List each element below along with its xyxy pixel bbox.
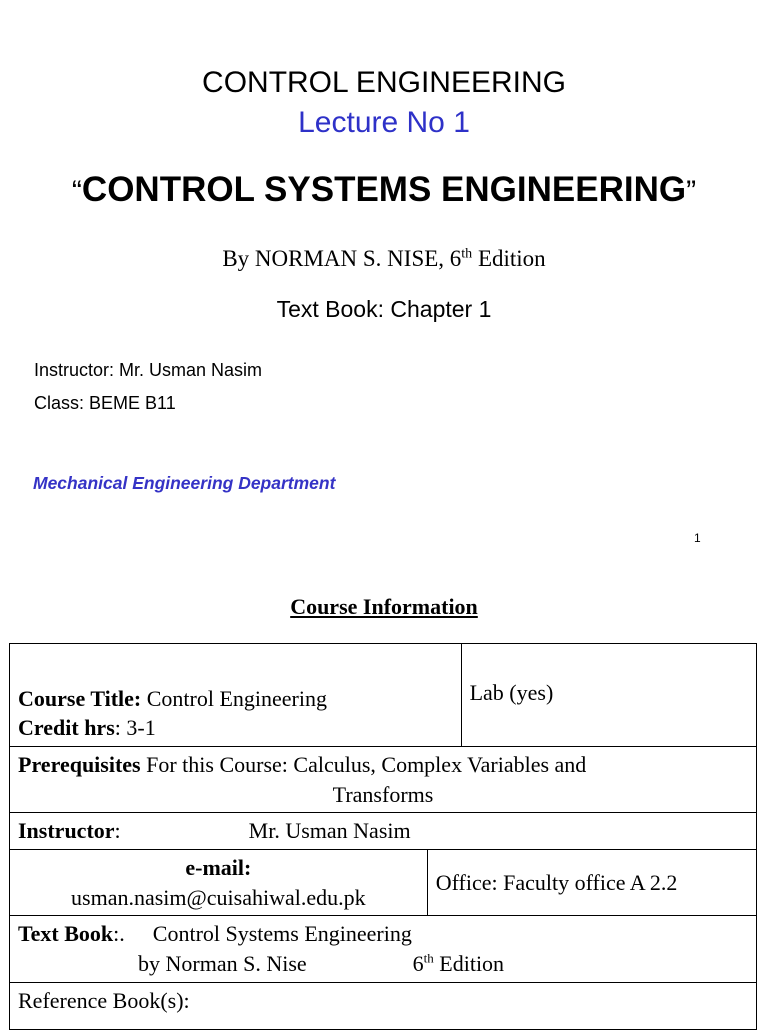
class-line: Class: BEME B11 [34, 393, 176, 413]
instructor-line: Instructor: Mr. Usman Nasim [34, 360, 263, 380]
author-suffix: Edition [472, 246, 546, 271]
table-row [10, 850, 757, 916]
instructor-label: Instructor [18, 818, 115, 844]
instructor-cell [10, 813, 757, 850]
credit-label: Credit hrs [18, 715, 115, 741]
book-title-text: CONTROL SYSTEMS ENGINEERING [81, 170, 687, 209]
prerequisites-label: Prerequisites [18, 752, 141, 777]
author-prefix: By NORMAN S. NISE, 6 [222, 246, 462, 271]
course-title-cell [10, 644, 462, 747]
table-row [10, 644, 757, 747]
reference-cell [10, 982, 757, 1029]
textbook-label: Text Book [18, 921, 114, 947]
course-info-table [9, 643, 757, 1030]
textbook-line: Text Book: Chapter 1 [276, 296, 492, 322]
textbook-edition-word: Edition [433, 951, 505, 977]
course-heading: CONTROL ENGINEERING [202, 66, 566, 99]
prerequisites-value: For this Course: Calculus, Complex Variables and [140, 752, 587, 777]
textbook-cell [10, 916, 757, 982]
prerequisites-cell [10, 747, 757, 813]
course-title-label: Course Title: [18, 685, 142, 711]
email-value[interactable]: usman.nasim@cuisahiwal.edu.pk [71, 884, 366, 910]
reference-label: Reference Book(s): [18, 987, 190, 1013]
email-cell [10, 850, 428, 916]
open-quote: “ [71, 175, 82, 208]
author-sup: th [461, 246, 473, 262]
author-line [0, 246, 768, 272]
book-title [0, 170, 768, 210]
close-quote: ” [686, 175, 697, 208]
course-info-title: Course Information [290, 594, 478, 619]
email-label: e-mail: [185, 855, 252, 881]
office-cell [427, 850, 756, 916]
table-row [10, 813, 757, 850]
textbook-by: by Norman S. Nise [138, 951, 307, 977]
lab-value: Lab (yes) [469, 680, 554, 705]
textbook-edition-num: 6 [412, 951, 424, 977]
page-number: 1 [694, 531, 701, 545]
textbook-colon: :. [113, 921, 125, 947]
instructor-colon: : [114, 818, 121, 844]
table-row [10, 916, 757, 982]
table-row [10, 982, 757, 1029]
instructor-value: Mr. Usman Nasim [248, 818, 411, 844]
lecture-number: Lecture No 1 [298, 106, 470, 139]
credit-value: : 3-1 [114, 715, 156, 741]
lab-cell [461, 644, 756, 747]
textbook-value: Control Systems Engineering [152, 921, 412, 947]
textbook-edition-sup: th [423, 950, 434, 966]
department-line: Mechanical Engineering Department [33, 473, 336, 493]
table-row [10, 747, 757, 813]
prerequisites-value-line2: Transforms [332, 781, 434, 807]
course-title-value: Control Engineering [141, 685, 327, 711]
office-value: Office: Faculty office A 2.2 [435, 869, 678, 895]
